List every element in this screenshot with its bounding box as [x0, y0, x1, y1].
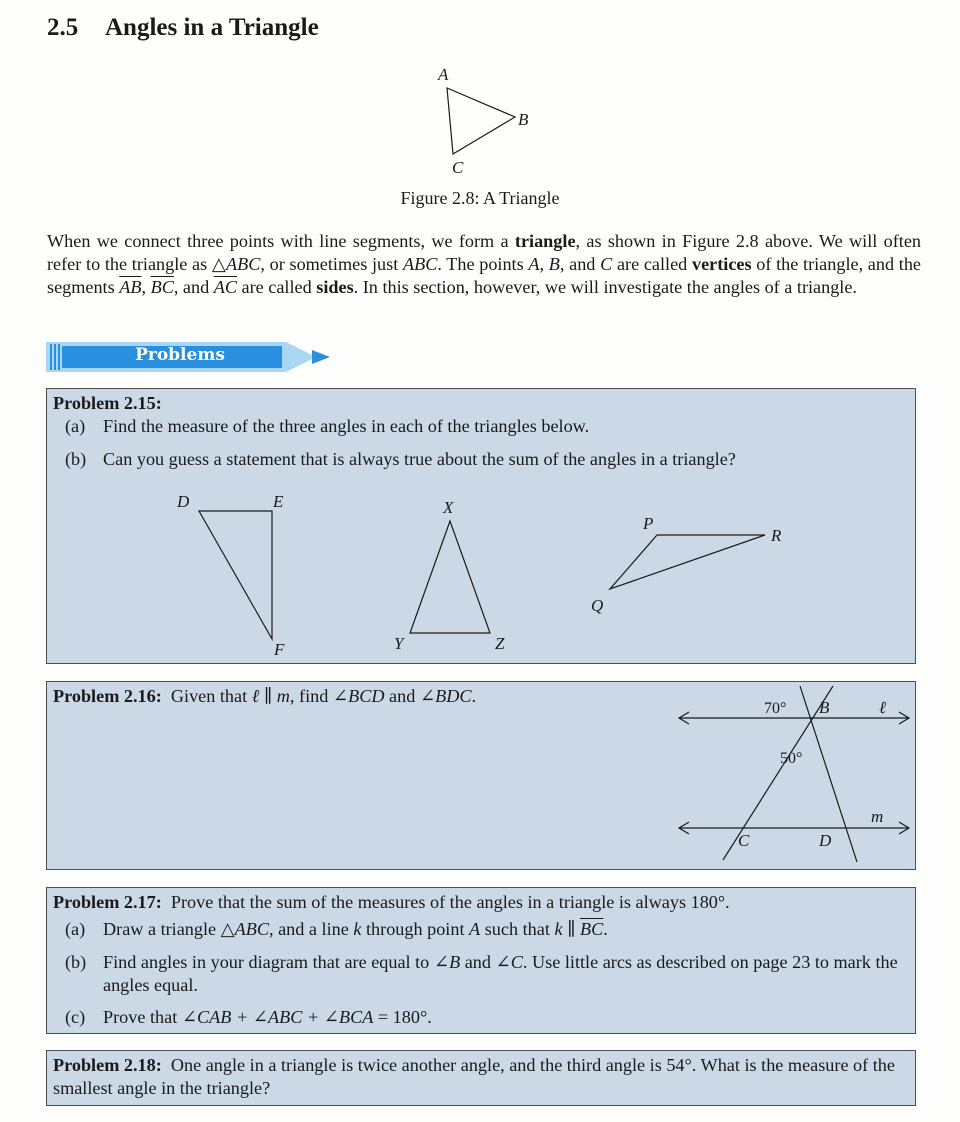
- math-point-a: A: [469, 919, 481, 939]
- part-text-segment: and: [460, 952, 496, 972]
- part-text: [103, 918, 903, 941]
- part-text-segment: = 180°.: [373, 1007, 432, 1027]
- vertex-label-a: A: [438, 65, 449, 84]
- problem-box-2-16: [46, 681, 916, 870]
- problem-box-2-17: [46, 887, 916, 1034]
- part-text-segment: . Use little arcs as described on page 23 to mark the angles equal.: [103, 952, 898, 995]
- math-angle-b: ∠B: [433, 952, 461, 972]
- label-r: R: [771, 526, 782, 545]
- problem-title: Problem 2.16:: [53, 686, 162, 706]
- label-x: X: [443, 498, 454, 517]
- label-b: B: [819, 698, 830, 717]
- problem-text: One angle in a triangle is twice another angle, and the third angle is 54°. What is the measure of the smallest angle in the triangle?: [53, 1055, 895, 1098]
- label-c: C: [738, 831, 750, 850]
- math-line-k: k: [554, 919, 563, 939]
- intro-text: are called: [236, 277, 317, 297]
- label-q: Q: [591, 596, 604, 615]
- intro-text: , and: [173, 277, 214, 297]
- problem-text: , find: [289, 686, 333, 706]
- problem-box-2-18: [46, 1050, 916, 1106]
- pencil-stripe: [58, 344, 60, 370]
- problem-text: and: [384, 686, 420, 706]
- part-label: (b): [65, 449, 87, 469]
- intro-text: , and: [559, 254, 601, 274]
- pencil-tip-icon: [312, 350, 330, 364]
- intro-text: , as shown in Figure 2.8 above. We will often refer to the triangle as: [47, 231, 921, 274]
- problem-text: Prove that the sum of the measures of the angles in a triangle is always 180°.: [170, 892, 730, 912]
- math-line-m: m: [276, 686, 290, 706]
- problem-part: [65, 1006, 903, 1029]
- label-z: Z: [495, 634, 505, 653]
- intro-text: ,: [141, 277, 151, 297]
- part-text-segment: , and a line: [269, 919, 354, 939]
- figure-caption: Figure 2.8: A Triangle: [400, 188, 560, 208]
- label-y: Y: [394, 634, 404, 653]
- label-d: D: [177, 492, 190, 511]
- label-d: D: [819, 831, 832, 850]
- label-e: E: [273, 492, 284, 511]
- math-segment-bc: $\overline{BC}$: [580, 919, 604, 939]
- math-line-k: k: [353, 919, 362, 939]
- problem-box-2-15: [46, 388, 916, 664]
- math-triangle-abc: △ABC: [220, 919, 270, 939]
- part-label: (a): [65, 919, 86, 939]
- part-text-segment: .: [603, 919, 608, 939]
- term-triangle: triangle: [514, 231, 576, 251]
- vertex-label-b: B: [518, 110, 529, 129]
- intro-text: of the triangle, and the segments: [47, 254, 921, 297]
- part-label: (a): [65, 416, 86, 436]
- problem-title: Problem 2.17:: [53, 892, 162, 912]
- part-text: Find the measure of the three angles in each of the triangles below.: [103, 416, 590, 436]
- math-segment-ab: $\overline{AB}$: [119, 277, 142, 297]
- part-text: Can you guess a statement that is always true about the sum of the angles in a triangle?: [103, 449, 736, 469]
- triangle-def: [199, 511, 272, 639]
- math-point-a: A: [528, 254, 540, 274]
- math-abc: ABC: [402, 254, 438, 274]
- math-angle-sum: ∠CAB + ∠ABC + ∠BCA: [181, 1007, 374, 1027]
- term-vertices: vertices: [691, 254, 752, 274]
- label-m: m: [871, 807, 884, 826]
- problem-text: Given that: [170, 686, 252, 706]
- label-f: F: [274, 640, 285, 659]
- triangle-figure: [420, 62, 550, 182]
- triangles-diagram: [47, 389, 915, 663]
- problem-text: .: [471, 686, 477, 706]
- part-label: (b): [65, 952, 87, 972]
- pencil-stripe: [54, 344, 56, 370]
- section-title: Angles in a Triangle: [105, 14, 319, 41]
- part-text: [103, 1006, 903, 1029]
- problem-part: [65, 951, 903, 997]
- math-angle-bcd: ∠BCD: [332, 686, 385, 706]
- math-point-b: B: [548, 254, 560, 274]
- intro-paragraph: [47, 230, 921, 299]
- section-heading: [47, 14, 319, 42]
- part-text-segment: Prove that: [103, 1007, 182, 1027]
- angle-70-label: 70°: [764, 700, 787, 717]
- intro-text: ,: [539, 254, 549, 274]
- problem-title: Problem 2.18:: [53, 1055, 162, 1075]
- angle-50-label: 50°: [780, 750, 803, 767]
- section-number: 2.5: [47, 14, 79, 41]
- math-triangle-abc: △ABC: [211, 254, 261, 274]
- parallel-symbol: ∥: [562, 919, 581, 939]
- vertex-label-c: C: [452, 158, 464, 177]
- intro-text: . In this section, however, we will investigate the angles of a triangle.: [353, 277, 857, 297]
- part-text-segment: Draw a triangle: [103, 919, 221, 939]
- problem-part: [65, 918, 903, 941]
- math-point-c: C: [600, 254, 613, 274]
- label-p: P: [643, 514, 654, 533]
- intro-text: When we connect three points with line segments, we form a: [47, 231, 515, 251]
- parallel-symbol: ∥: [259, 686, 277, 706]
- term-sides: sides: [316, 277, 354, 297]
- parallel-lines-diagram: [47, 682, 915, 869]
- part-text-segment: such that: [480, 919, 555, 939]
- math-segment-ac: $\overline{AC}$: [213, 277, 237, 297]
- intro-text: are called: [612, 254, 692, 274]
- problem-statement: [53, 1054, 909, 1100]
- problem-title: Problem 2.15:: [53, 393, 162, 413]
- math-angle-c: ∠C: [495, 952, 523, 972]
- math-segment-bc: $\overline{BC}$: [150, 277, 174, 297]
- math-line-l: ℓ: [251, 686, 260, 706]
- triangle-pqr: [610, 535, 765, 589]
- part-text: [103, 951, 903, 997]
- pencil-stripe: [50, 344, 52, 370]
- part-text-segment: Find angles in your diagram that are equal to: [103, 952, 434, 972]
- triangle-xyz: [410, 521, 490, 633]
- label-l: ℓ: [879, 698, 887, 717]
- problems-banner-label: Problems: [135, 345, 225, 365]
- intro-text: . The points: [437, 254, 529, 274]
- problem-statement: [53, 891, 730, 914]
- part-text-segment: through point: [361, 919, 470, 939]
- triangle-abc-shape: [447, 88, 515, 154]
- math-angle-bdc: ∠BDC: [419, 686, 472, 706]
- part-label: (c): [65, 1007, 86, 1027]
- intro-text: , or sometimes just: [260, 254, 403, 274]
